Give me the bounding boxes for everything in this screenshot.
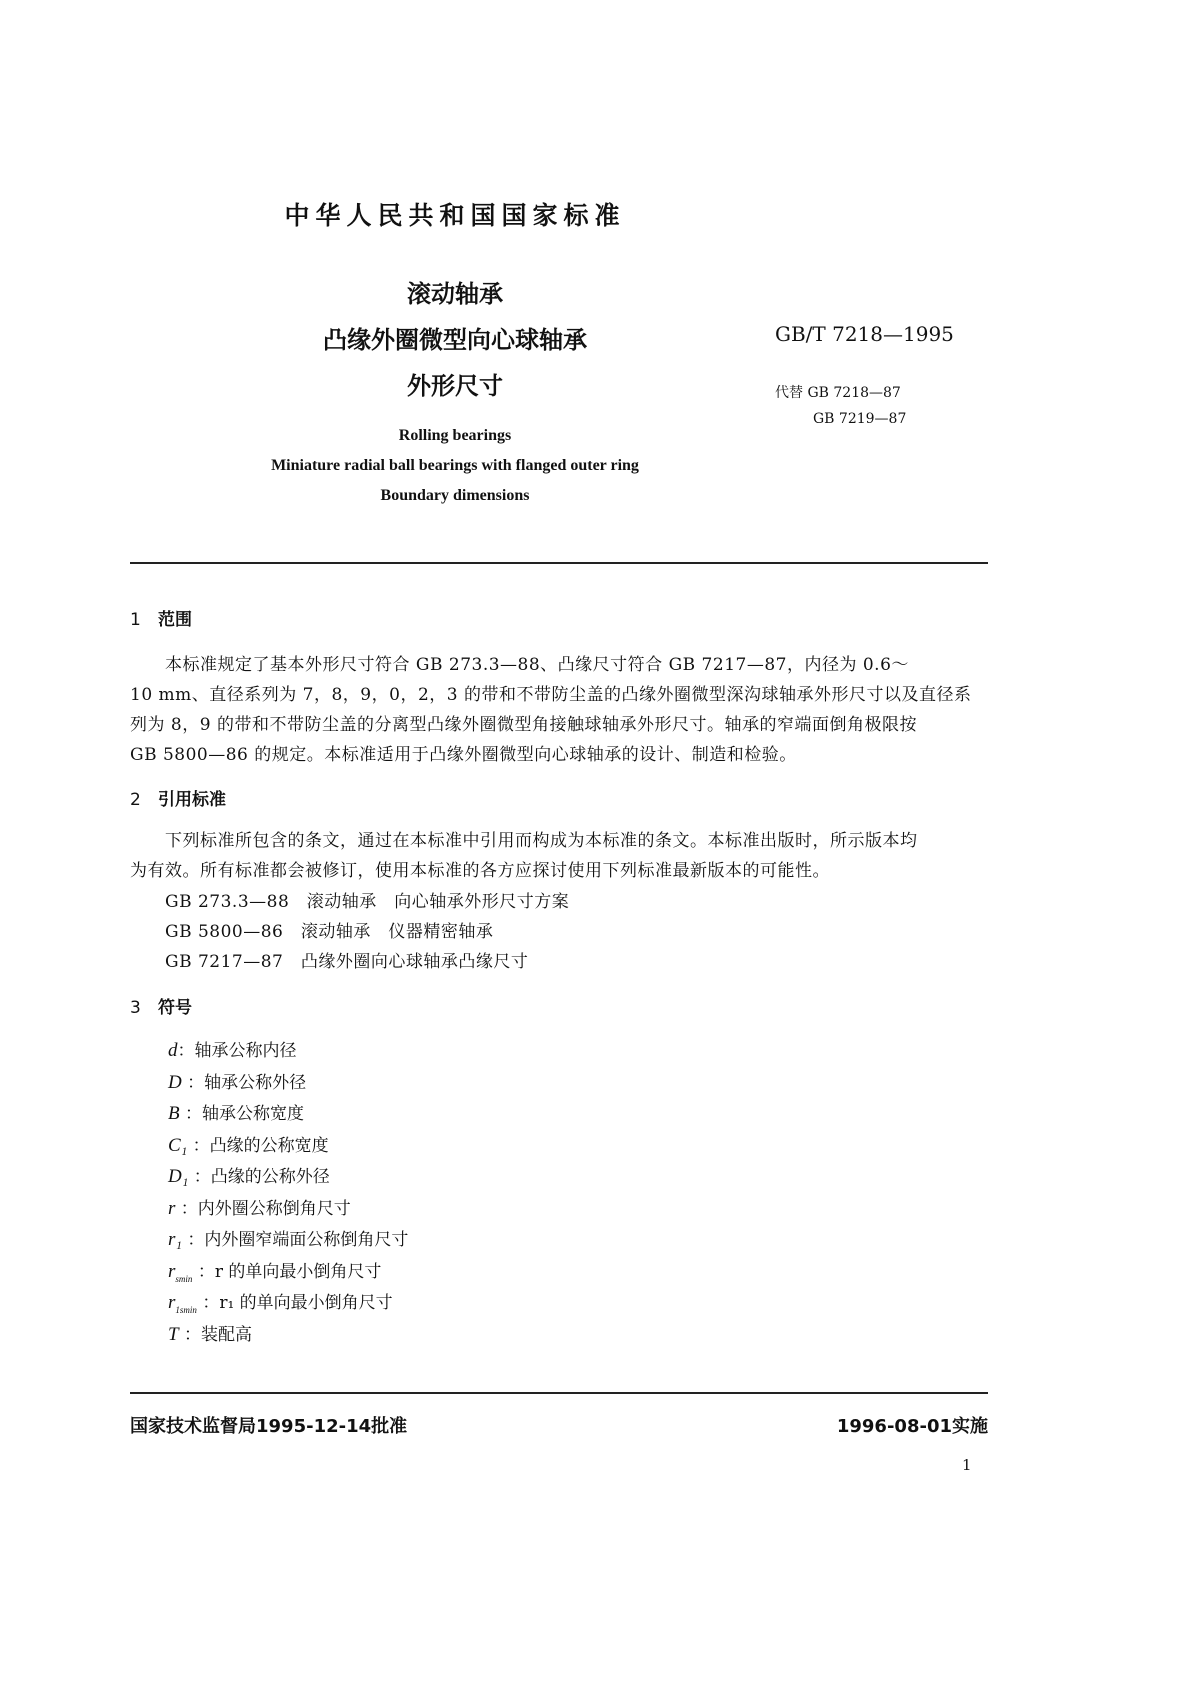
reference-item: GB 5800—86 滚动轴承 仪器精密轴承 bbox=[130, 922, 494, 942]
symbol-definition bbox=[168, 1288, 393, 1315]
symbol-description: ：轴承公称内径 bbox=[177, 1041, 297, 1061]
symbol-description: ：凸缘的公称外径 bbox=[188, 1167, 330, 1187]
symbol: $r_{smin}$ bbox=[168, 1260, 193, 1284]
symbol: r₁ bbox=[168, 1229, 182, 1250]
symbol: T bbox=[168, 1323, 179, 1345]
symbol-definition bbox=[168, 1257, 381, 1284]
replaces-line-1: 代替 GB 7218—87 bbox=[775, 385, 901, 401]
symbol-definition bbox=[168, 1225, 408, 1251]
approval-date: 国家技术监督局1995-12-14批准 bbox=[130, 1416, 408, 1437]
symbol: d bbox=[168, 1040, 178, 1061]
symbol-description: ：内外圈窄端面公称倒角尺寸 bbox=[182, 1230, 409, 1250]
replaces-line-2: GB 7219—87 bbox=[813, 411, 907, 427]
symbol-description: ：轴承公称外径 bbox=[181, 1072, 307, 1093]
symbol-definition bbox=[168, 1068, 306, 1094]
symbol-definition bbox=[168, 1099, 304, 1125]
symbol-description: ：r₁ 的单向最小倒角尺寸 bbox=[196, 1293, 393, 1313]
symbol: $r_{1smin}$ bbox=[168, 1292, 197, 1315]
symbol-definition bbox=[168, 1131, 329, 1157]
title-cn-line-3: 外形尺寸 bbox=[407, 372, 503, 400]
standard-number: GB/T 7218—1995 bbox=[775, 322, 954, 346]
section-3-heading: 3 符号 bbox=[130, 998, 192, 1018]
footer-divider bbox=[130, 1392, 988, 1394]
section-1-line: 10 mm、直径系列为 7，8，9，0，2，3 的带和不带防尘盖的凸缘外圈微型深沟球轴承外形尺寸以及直径系 bbox=[130, 685, 972, 705]
title-cn-line-1: 滚动轴承 bbox=[407, 280, 503, 308]
symbol-description: ：轴承公称宽度 bbox=[179, 1104, 305, 1124]
title-en-line-3: Boundary dimensions bbox=[380, 487, 530, 504]
symbol: r bbox=[168, 1197, 176, 1219]
symbol-description: ：内外圈公称倒角尺寸 bbox=[175, 1198, 351, 1219]
effective-date: 1996-08-01实施 bbox=[836, 1416, 988, 1437]
page-number: 1 bbox=[962, 1456, 972, 1474]
symbol-definition bbox=[168, 1036, 297, 1062]
header-divider bbox=[130, 562, 988, 564]
symbol-description: ：装配高 bbox=[178, 1324, 252, 1345]
section-1-line: 本标准规定了基本外形尺寸符合 GB 273.3—88、凸缘尺寸符合 GB 7217—87，内径为 0.6～ bbox=[130, 655, 909, 675]
symbol: D₁ bbox=[168, 1166, 189, 1187]
symbol: D bbox=[168, 1071, 182, 1093]
section-1-heading: 1 范围 bbox=[130, 610, 192, 630]
symbol-definition bbox=[168, 1162, 330, 1188]
reference-item: GB 273.3—88 滚动轴承 向心轴承外形尺寸方案 bbox=[130, 892, 570, 912]
section-2-line: 下列标准所包含的条文，通过在本标准中引用而构成为本标准的条文。本标准出版时，所示版本均 bbox=[130, 831, 918, 851]
symbol: B bbox=[168, 1103, 180, 1124]
title-en-line-1: Rolling bearings bbox=[398, 427, 512, 444]
section-1-line: 列为 8，9 的带和不带防尘盖的分离型凸缘外圈微型角接触球轴承外形尺寸。轴承的窄端面倒角极限按 bbox=[130, 715, 917, 735]
symbol: C₁ bbox=[168, 1134, 188, 1156]
national-standard-heading: 中华人民共和国国家标准 bbox=[284, 201, 626, 230]
symbol-description: ：凸缘的公称宽度 bbox=[187, 1135, 329, 1156]
symbol-definition bbox=[168, 1194, 351, 1220]
section-1-line: GB 5800—86 的规定。本标准适用于凸缘外圈微型向心球轴承的设计、制造和检验。 bbox=[130, 745, 797, 765]
title-en-line-2: Miniature radial ball bearings with flanged outer ring bbox=[271, 457, 639, 474]
section-2-heading: 2 引用标准 bbox=[130, 790, 226, 810]
title-cn-line-2: 凸缘外圈微型向心球轴承 bbox=[323, 326, 587, 354]
reference-item: GB 7217—87 凸缘外圈向心球轴承凸缘尺寸 bbox=[130, 952, 529, 972]
symbol-definition bbox=[168, 1320, 252, 1346]
section-2-line: 为有效。所有标准都会被修订，使用本标准的各方应探讨使用下列标准最新版本的可能性。 bbox=[130, 861, 830, 881]
symbol-description: ：r 的单向最小倒角尺寸 bbox=[192, 1261, 382, 1282]
